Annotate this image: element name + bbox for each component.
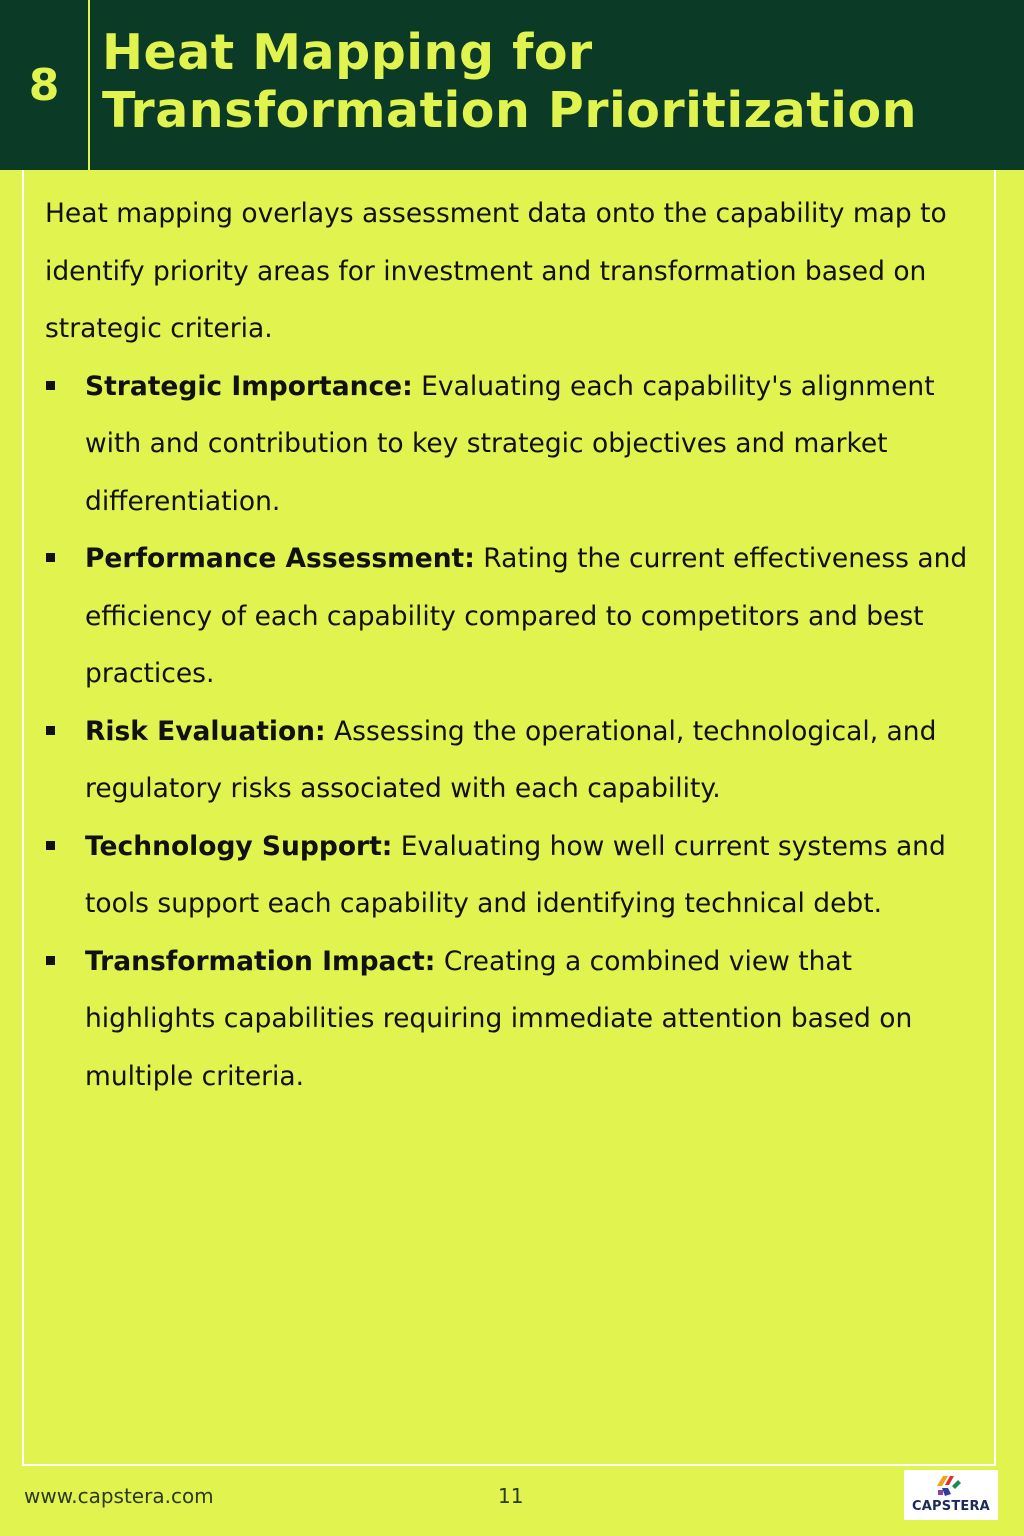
square-bullet-icon: [46, 841, 55, 850]
logo-wordmark: CAPSTERA: [912, 1499, 990, 1514]
list-item: [45, 530, 985, 703]
footer-website-link[interactable]: www.capstera.com: [24, 1484, 214, 1508]
list-item-heading: Transformation Impact:: [85, 945, 436, 977]
square-bullet-icon: [46, 726, 55, 735]
list-item-text: Rating the current effectiveness and efficiency of each capability compared to competitors and best practices.: [85, 543, 968, 689]
list-item-text: Creating a combined view that highlights capabilities requiring immediate attention based on multiple criteria.: [85, 945, 913, 1092]
list-item: [45, 933, 985, 1106]
content-body: [45, 185, 985, 1105]
square-bullet-icon: [46, 381, 55, 390]
list-item-heading: Strategic Importance:: [85, 370, 413, 402]
criteria-list: [45, 358, 985, 1106]
square-bullet-icon: [46, 553, 55, 562]
section-number: 8: [28, 59, 60, 111]
list-item-heading: Performance Assessment:: [85, 543, 475, 574]
list-item: [45, 818, 985, 933]
capstera-logo-mark-icon: [934, 1474, 968, 1498]
capstera-logo: [904, 1470, 998, 1520]
list-item-heading: Technology Support:: [85, 830, 393, 862]
list-item-text: Evaluating each capability's alignment with and contribution to key strategic objectives and market differentiation.: [85, 370, 935, 517]
header-divider: [88, 0, 90, 170]
list-item-text: Assessing the operational, technological, and regulatory risks associated with each capability.: [85, 715, 937, 804]
list-item: [45, 358, 985, 531]
square-bullet-icon: [46, 956, 55, 965]
intro-paragraph: Heat mapping overlays assessment data onto the capability map to identify priority areas for investment and transformation based on strategic criteria.: [45, 198, 947, 344]
page-title: Heat Mapping for Transformation Prioritization: [102, 24, 917, 139]
page-number: 11: [498, 1484, 524, 1508]
page-header: [0, 0, 1024, 170]
list-item: [45, 703, 985, 818]
list-item-text: Evaluating how well current systems and tools support each capability and identifying technical debt.: [85, 830, 946, 919]
list-item-heading: Risk Evaluation:: [85, 715, 326, 747]
